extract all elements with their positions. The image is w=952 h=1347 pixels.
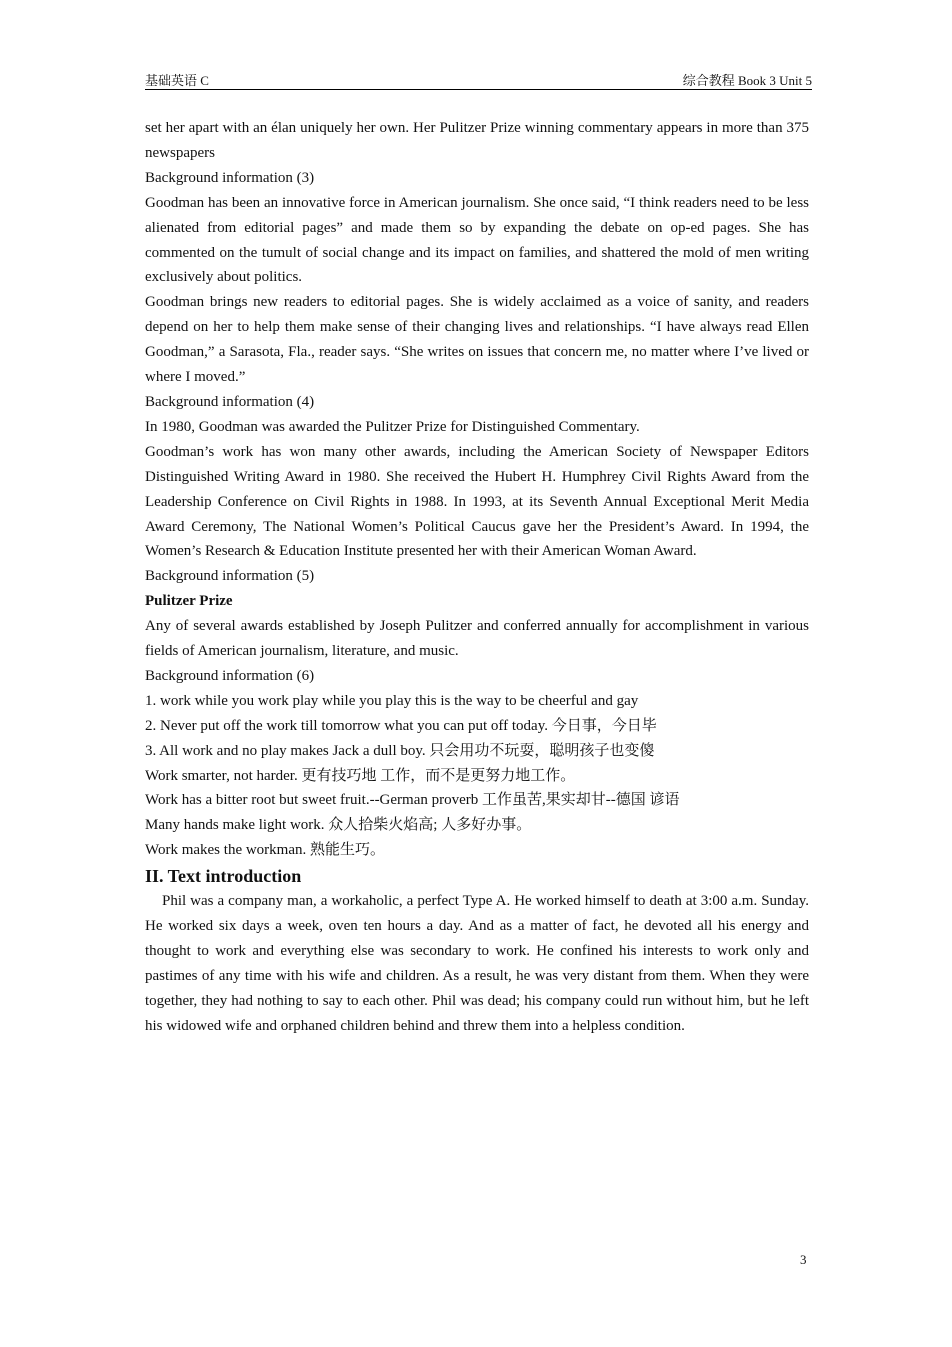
pulitzer-prize-heading: Pulitzer Prize	[145, 593, 233, 610]
background-heading-4: Background information (4)	[145, 393, 315, 410]
saying-line: 1. work while you work play while you play this is the way to be cheerful and gay	[145, 692, 639, 709]
header-course-title: 基础英语 C	[145, 73, 209, 88]
paragraph-new-readers: Goodman brings new readers to editorial pages. She is widely acclaimed as a voice of sanity, and readers depend on her to help them make sense of their changing lives and relationships. “I have always read Ellen Goodman,” a Sarasota, Fla., reader says. “She writes on issues that concern me, no matter where I’ve lived or where I moved.”	[145, 294, 809, 386]
background-heading-5: Background information (5)	[145, 568, 315, 585]
saying-line: Work makes the workman. 熟能生巧。	[145, 842, 386, 859]
saying-line: Work smarter, not harder. 更有技巧地 工作，而不是更努力地工作。	[145, 767, 576, 784]
page-number: 3	[800, 1252, 807, 1267]
background-heading-6: Background information (6)	[145, 667, 315, 684]
saying-line: 2. Never put off the work till tomorrow what you can put off today. 今日事，今日毕	[145, 717, 657, 734]
page-header	[145, 70, 812, 90]
paragraph-elan: set her apart with an élan uniquely her own. Her Pulitzer Prize winning commentary appears in more than 375 newspapers	[145, 120, 809, 161]
saying-line: Work has a bitter root but sweet fruit.--German proverb 工作虽苦,果实却甘--德国 谚语	[145, 792, 680, 809]
saying-line: Many hands make light work. 众人拾柴火焰高; 人多好办事。	[145, 817, 532, 834]
paragraph-text-introduction: Phil was a company man, a workaholic, a perfect Type A. He worked himself to death at 3:00 a.m. Sunday. He worked six days a week, oven ten hours a day. And as a matter of fact, he devoted all his energy and thought to work and everything else was secondary to work. He confined his interests to work only and pastimes of any time with his wife and children. As a result, he was very distant from them. When they were together, they had nothing to say to each other. Phil was dead; his company could run without him, but he left his widowed wife and orphaned children behind and threw them into a helpless condition.	[145, 893, 809, 1034]
saying-line: 3. All work and no play makes Jack a dull boy. 只会用功不玩耍，聪明孩子也变傻	[145, 742, 655, 759]
section-title-text-introduction: II. Text introduction	[145, 866, 302, 887]
paragraph-innovative-force: Goodman has been an innovative force in American journalism. She once said, “I think readers need to be less alienated from editorial pages” and made them so by expanding the debate on op-ed pages. She has commented on the tumult of social change and its impact on families, and shattered the mold of men writing exclusively about politics.	[145, 194, 809, 286]
paragraph-awards: Goodman’s work has won many other awards, including the American Society of Newspaper Editors Distinguished Writing Award in 1980. She received the Hubert H. Humphrey Civil Rights Award from the Leadership Conference on Civil Rights in 1988. In 1993, at its Seventh Annual Exceptional Merit Media Award Ceremony, The National Women’s Political Caucus gave her the President’s Award. In 1994, the Women’s Research & Education Institute presented her with their American Woman Award.	[145, 443, 809, 560]
paragraph-pulitzer-1980: In 1980, Goodman was awarded the Pulitzer Prize for Distinguished Commentary.	[145, 418, 640, 435]
page-content	[145, 116, 809, 1039]
paragraph-pulitzer-definition: Any of several awards established by Joseph Pulitzer and conferred annually for accomplishment in various fields of American journalism, literature, and music.	[145, 618, 809, 660]
background-heading-3: Background information (3)	[145, 169, 315, 186]
header-book-unit: 综合教程 Book 3 Unit 5	[682, 73, 812, 88]
